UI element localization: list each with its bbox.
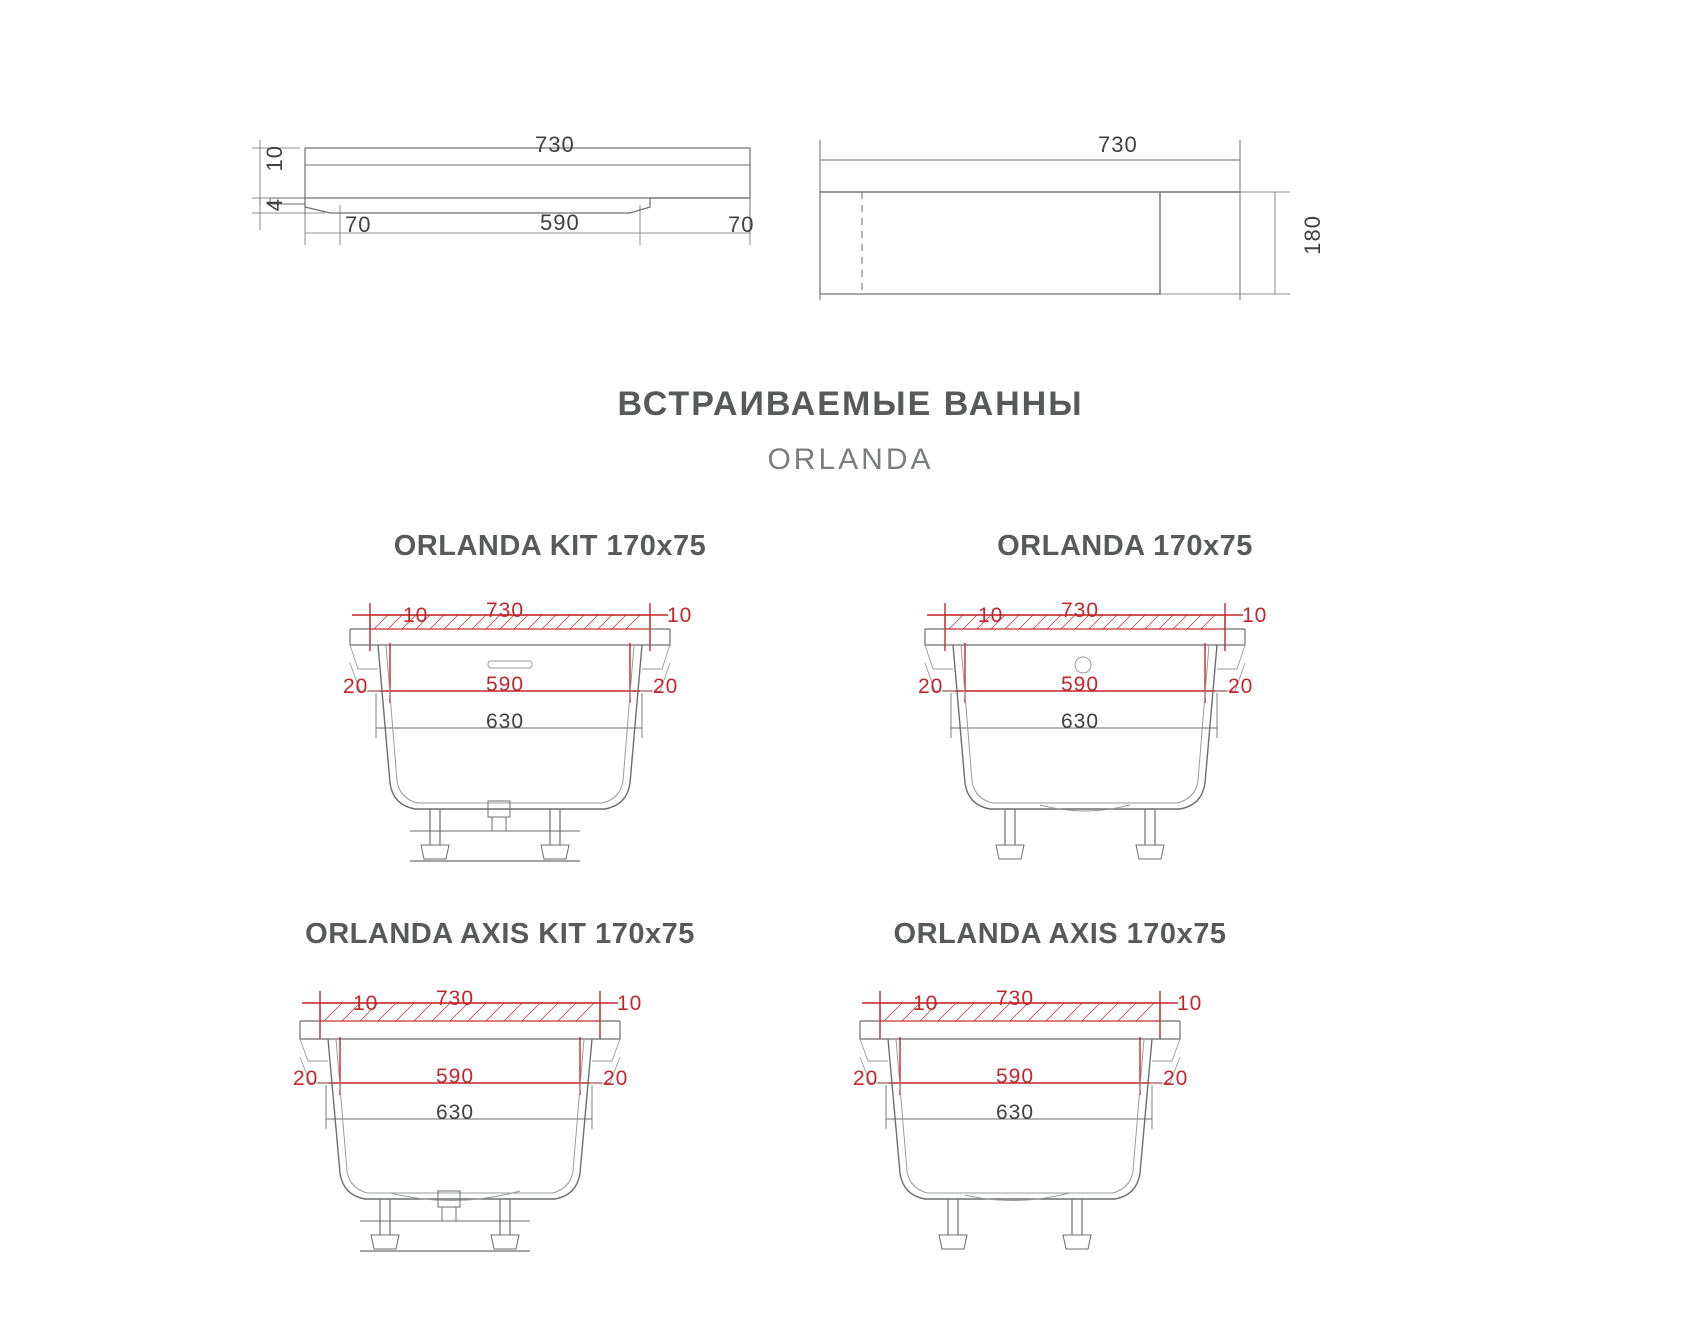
drain-hole-icon — [1075, 657, 1091, 673]
dim-10-left: 10 — [978, 604, 1004, 627]
model-orlanda-kit-170x75 — [290, 530, 810, 873]
model-figure — [240, 961, 760, 1261]
dim-20-left: 20 — [343, 675, 369, 698]
dim-20-left: 20 — [918, 675, 944, 698]
dim-70-right-edge: 70 — [728, 212, 755, 237]
dim-10-left: 10 — [353, 992, 379, 1015]
dim-20-right: 20 — [603, 1067, 629, 1090]
dim-20-right: 20 — [1163, 1067, 1189, 1090]
dim-10-thickness: 10 — [262, 145, 287, 172]
dim-10-right: 10 — [617, 992, 643, 1015]
model-title: ORLANDA 170x75 — [997, 530, 1253, 562]
model-title: ORLANDA AXIS 170x75 — [893, 918, 1227, 950]
dim-70-left-edge: 70 — [345, 212, 372, 237]
dim-630: 630 — [486, 710, 525, 733]
dim-20-left: 20 — [853, 1067, 879, 1090]
models-section — [0, 530, 1701, 1261]
dim-730: 730 — [1061, 599, 1100, 622]
bath-section-drawing — [800, 961, 1320, 1261]
dim-4-thickness: 4 — [262, 198, 287, 212]
page-subtitle: ORLANDA — [767, 443, 934, 476]
page-title: ВСТРАИВАЕМЫЕ ВАННЫ — [617, 385, 1084, 423]
dim-630: 630 — [436, 1101, 475, 1124]
model-title: ORLANDA KIT 170x75 — [393, 530, 707, 562]
dim-10-right: 10 — [1177, 992, 1203, 1015]
model-row-1 — [0, 530, 1701, 873]
bath-section-drawing — [240, 961, 760, 1261]
model-figure — [800, 961, 1320, 1261]
dim-590: 590 — [1061, 673, 1100, 696]
dim-20-left: 20 — [293, 1067, 319, 1090]
dim-10-left: 10 — [403, 604, 429, 627]
dim-590: 590 — [996, 1065, 1035, 1088]
model-row-2 — [0, 918, 1701, 1261]
bath-section-drawing — [865, 573, 1385, 873]
dim-630: 630 — [1061, 710, 1100, 733]
model-orlanda-axis-kit-170x75 — [240, 918, 760, 1261]
dim-10-left: 10 — [913, 992, 939, 1015]
model-orlanda-axis-170x75 — [800, 918, 1320, 1261]
model-figure — [865, 573, 1385, 873]
dim-10-right: 10 — [1242, 604, 1268, 627]
dim-730-right-view: 730 — [1098, 132, 1138, 157]
dim-590: 590 — [486, 673, 525, 696]
model-title: ORLANDA AXIS KIT 170x75 — [305, 918, 695, 950]
front-elevation-drawing — [800, 0, 1420, 340]
model-orlanda-170x75 — [865, 530, 1385, 873]
bath-section-drawing — [290, 573, 810, 873]
dim-590: 590 — [436, 1065, 475, 1088]
dim-730: 730 — [486, 599, 525, 622]
dim-730: 730 — [436, 987, 475, 1010]
dim-630: 630 — [996, 1101, 1035, 1124]
dim-20-right: 20 — [1228, 675, 1254, 698]
dim-730-left-view: 730 — [535, 132, 575, 157]
dim-730: 730 — [996, 987, 1035, 1010]
model-figure — [290, 573, 810, 873]
dim-20-right: 20 — [653, 675, 679, 698]
dim-10-right: 10 — [667, 604, 693, 627]
dim-180-height: 180 — [1300, 215, 1325, 255]
dim-590-left-view: 590 — [540, 210, 580, 235]
top-views-section — [0, 0, 1701, 340]
